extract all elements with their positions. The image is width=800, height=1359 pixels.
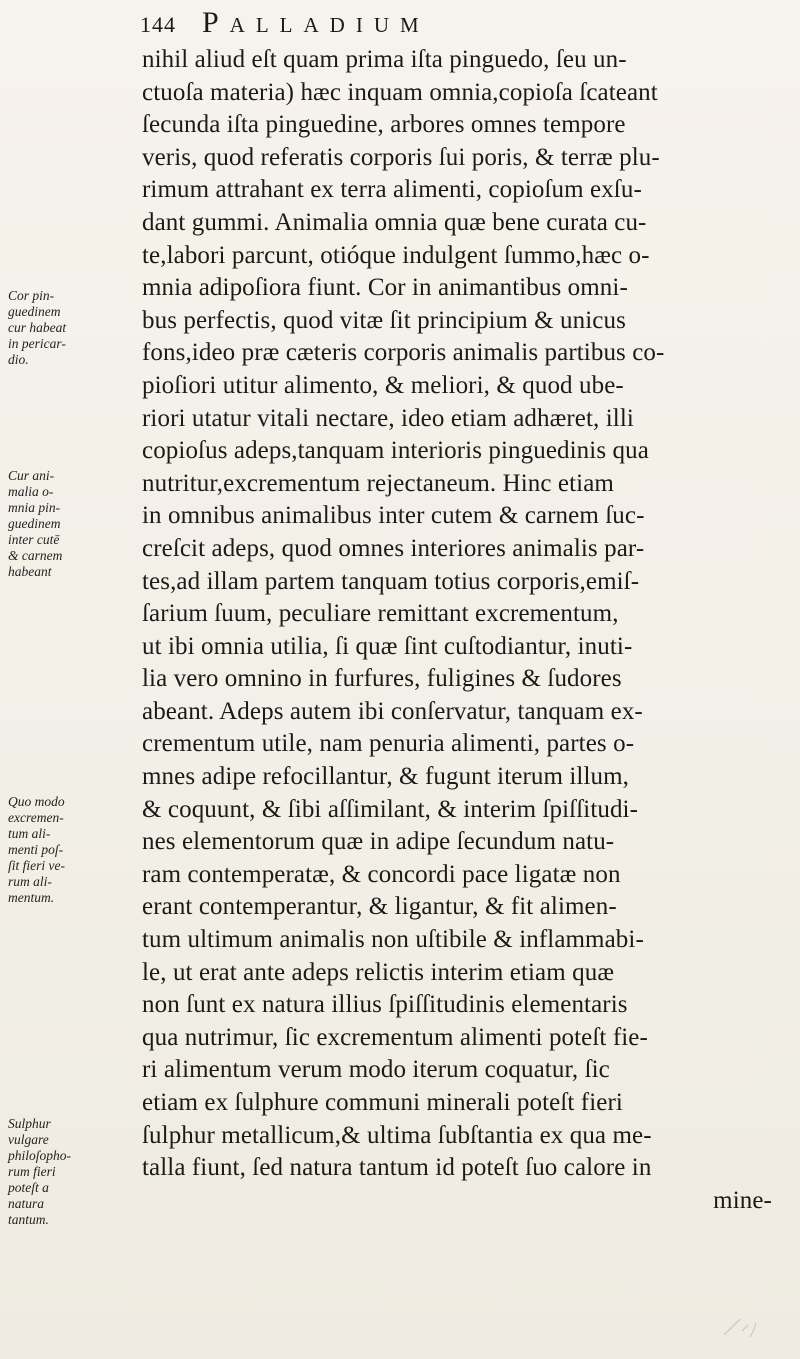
margin-note-line: guedinem	[8, 304, 61, 319]
margin-note-fat	[8, 468, 132, 580]
margin-note-line: natura	[8, 1196, 45, 1211]
text-line: ram contemperatæ, & concordi pace ligatæ non	[142, 860, 621, 888]
text-line: nes elementorum quæ in adipe ſecundum natu-	[142, 828, 615, 856]
margin-note-line: poteſt a	[8, 1180, 49, 1195]
text-line: talla fiunt, ſed natura tantum id poteſt ſuo calore in	[142, 1154, 652, 1182]
margin-note-line: inter cutē	[8, 532, 60, 547]
margin-note-line: mnia pin-	[8, 500, 61, 515]
text-line: fons,ideo præ cæteris corporis animalis partibus co-	[142, 339, 665, 367]
text-line: mnes adipe refocillantur, & fugunt iterum illum,	[142, 763, 630, 791]
text-line: creſcit adeps, quod omnes interiores animalis par-	[142, 534, 645, 562]
page-header	[140, 6, 780, 46]
margin-note-line: philoſopho-	[8, 1148, 71, 1163]
text-line: in omnibus animalibus inter cutem & carnem ſuc-	[142, 502, 645, 530]
margin-note-line: Cur ani-	[8, 468, 55, 483]
text-line: veris, quod referatis corporis ſui poris, & terræ plu-	[142, 143, 660, 171]
margin-note-excrement	[8, 794, 132, 906]
text-line: nihil aliud eſt quam prima iſta pinguedo, ſeu un-	[142, 46, 627, 73]
text-line: bus perfectis, quod vitæ ſit principium & unicus	[142, 306, 626, 334]
margin-note-line: habeant	[8, 564, 52, 579]
text-line: copioſus adeps,tanquam interioris pinguedinis qua	[142, 437, 649, 465]
text-line: crementum utile, nam penuria alimenti, partes o-	[142, 730, 635, 758]
margin-note-line: & carnem	[8, 548, 63, 563]
text-line: dant gummi. Animalia omnia quæ bene curata cu-	[142, 208, 647, 236]
text-line: ut ibi omnia utilia, ſi quæ ſint cuſtodiantur, inuti-	[142, 632, 633, 660]
text-line: rimum attrahant ex terra alimenti, copioſum exſu-	[142, 176, 642, 204]
text-line: non ſunt ex natura illius ſpiſſitudinis elementaris	[142, 991, 628, 1019]
margin-note-line: menti poſ-	[8, 842, 64, 857]
text-line: ſecunda iſta pinguedine, arbores omnes tempore	[142, 111, 626, 139]
running-title: Palladium	[202, 6, 430, 39]
margin-note-line: vulgare	[8, 1132, 49, 1147]
text-line: nutritur,excrementum rejectaneum. Hinc etiam	[142, 469, 614, 497]
text-line: & coquunt, & ſibi aſſimilant, & interim ſpiſſitudi-	[142, 795, 639, 823]
margin-note-line: Sulphur	[8, 1116, 51, 1131]
text-line: mnia adipoſiora fiunt. Cor in animantibus omni-	[142, 274, 628, 302]
ink-smudge-mark	[720, 1301, 760, 1341]
text-line: etiam ex ſulphure communi minerali poteſt fieri	[142, 1089, 623, 1116]
text-line: ri alimentum verum modo iterum coquatur, ſic	[142, 1056, 610, 1084]
text-line: qua nutrimur, ſic excrementum alimenti poteſt fie-	[142, 1023, 648, 1051]
body-text	[142, 44, 792, 1217]
margin-note-line: in pericar-	[8, 336, 66, 351]
text-line: ſarium ſuum, peculiare remittant excrementum,	[142, 600, 619, 628]
text-line: mine-	[713, 1186, 772, 1214]
margin-note-line: rum fieri	[8, 1164, 56, 1179]
text-line: le, ut erat ante adeps relictis interim etiam quæ	[142, 958, 615, 986]
margin-note-line: Cor pin-	[8, 288, 55, 303]
text-line: lia vero omnino in furfures, fuligines & ſudores	[142, 665, 622, 693]
margin-note-heart	[8, 288, 132, 368]
text-line: erant contemperantur, & ligantur, & fit alimen-	[142, 893, 617, 921]
margin-note-sulphur	[8, 1116, 132, 1228]
margin-note-line: cur habeat	[8, 320, 67, 335]
margin-note-line: rum ali-	[8, 874, 52, 889]
margin-note-line: tum ali-	[8, 826, 51, 841]
text-line: tum ultimum animalis non uſtibile & inflammabi-	[142, 926, 644, 954]
text-line: ſulphur metallicum,& ultima ſubſtantia ex qua me-	[142, 1121, 652, 1149]
text-line: abeant. Adeps autem ibi conſervatur, tanquam ex-	[142, 697, 643, 725]
text-line: te,labori parcunt, otióque indulgent ſummo,hæc o-	[142, 241, 650, 269]
margin-note-line: excremen-	[8, 810, 64, 825]
text-line: riori utatur vitali nectare, ideo etiam adhæret, illi	[142, 404, 634, 432]
margin-note-line: malia o-	[8, 484, 54, 499]
margin-note-line: dio.	[8, 352, 29, 367]
text-line: ctuoſa materia) hæc inquam omnia,copioſa ſcateant	[142, 78, 658, 106]
text-line: tes,ad illam partem tanquam totius corporis,emiſ-	[142, 567, 640, 595]
page-number: 144	[140, 12, 176, 37]
margin-note-line: tantum.	[8, 1212, 49, 1227]
margin-note-line: mentum.	[8, 890, 55, 905]
margin-note-line: ſit fieri ve-	[8, 858, 65, 873]
margin-note-line: Quo modo	[8, 794, 65, 809]
margin-note-line: guedinem	[8, 516, 61, 531]
text-line: pioſiori utitur alimento, & meliori, & quod ube-	[142, 371, 624, 399]
